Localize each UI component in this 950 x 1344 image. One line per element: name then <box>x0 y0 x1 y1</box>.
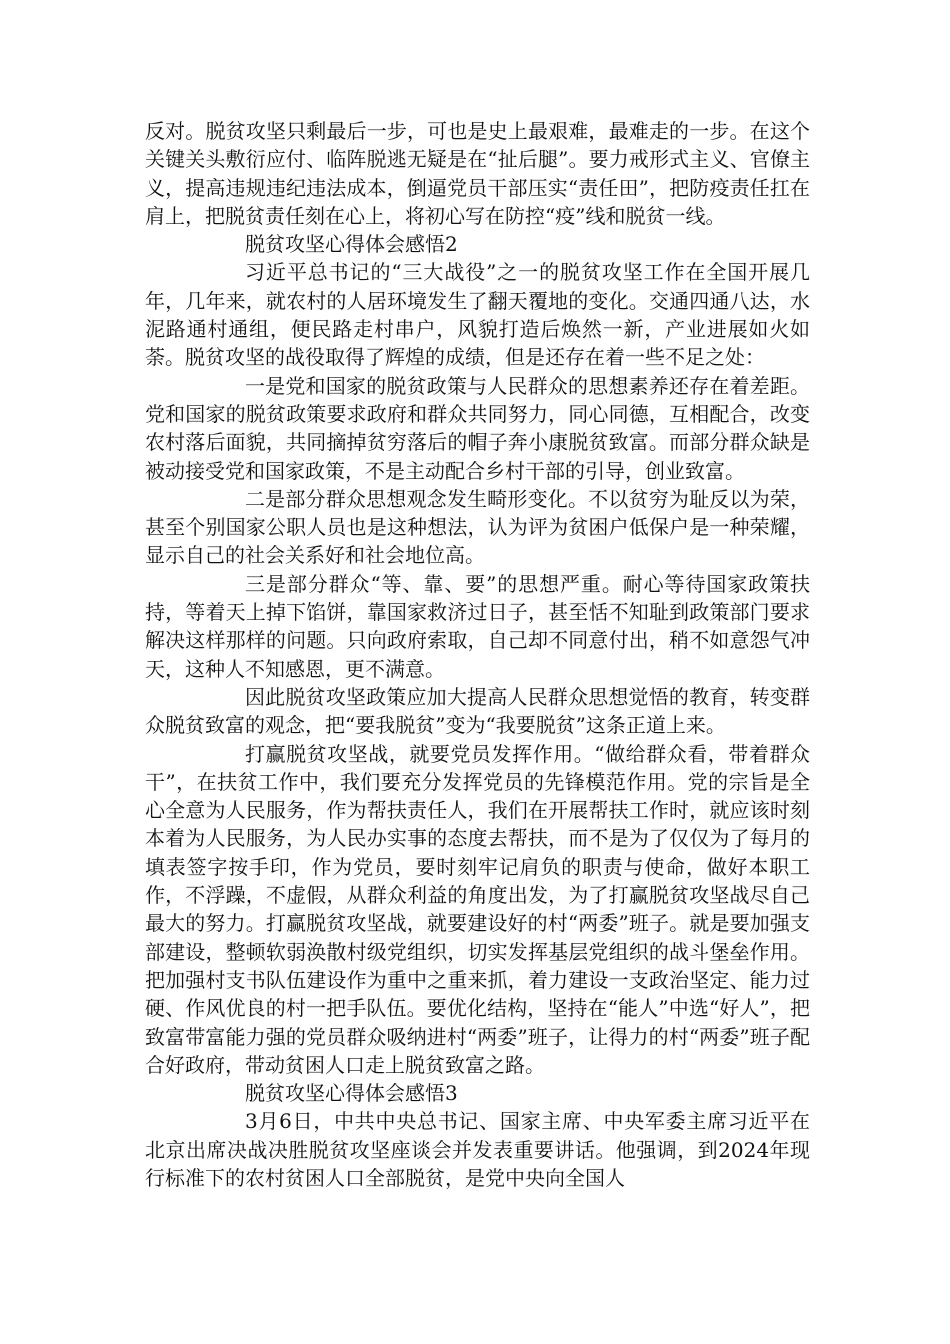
paragraph-5: 三是部分群众“等、靠、要”的思想严重。耐心等待国家政策扶持，等着天上掉下馅饼，靠国家救济过日子，甚至恬不知耻到政策部门要求解决这样那样的问题。只向政府索取，自己却不同意付出，稍不如意怨气冲天，这种人不知感恩，更不满意。 <box>145 571 810 681</box>
document-body <box>145 117 810 1192</box>
paragraph-6: 因此脱贫攻坚政策应加大提高人民群众思想觉悟的教育，转变群众脱贫致富的观念，把“要我脱贫”变为“我要脱贫”这条正道上来。 <box>145 684 810 738</box>
paragraph-2: 习近平总书记的“三大战役”之一的脱贫攻坚工作在全国开展几年，几年来，就农村的人居环境发生了翻天覆地的变化。交通四通八达，水泥路通村通组，便民路走村串户，风貌打造后焕然一新，产业进展如火如荼。脱贫攻坚的战役取得了辉煌的成绩，但是还存在着一些不足之处： <box>145 260 810 370</box>
paragraph-4: 二是部分群众思想观念发生畸形变化。不以贫穷为耻反以为荣，甚至个别国家公职人员也是这种想法，认为评为贫困户低保户是一种荣耀，显示自己的社会关系好和社会地位高。 <box>145 486 810 568</box>
paragraph-1: 反对。脱贫攻坚只剩最后一步，可也是史上最艰难，最难走的一步。在这个关键关头敷衍应付、临阵脱逃无疑是在“扯后腿”。要力戒形式主义、官僚主义，提高违规违纪违法成本，倒逼党员干部压实“责任田”，把防疫责任扛在肩上，把脱贫责任刻在心上，将初心写在防控“疫”线和脱贫一线。 <box>145 119 810 228</box>
paragraph-8: 3月6日，中共中央总书记、国家主席、中央军委主席习近平在北京出席决战决胜脱贫攻坚座谈会并发表重要讲话。他强调，到2024年现行标准下的农村贫困人口全部脱贫，是党中央向全国人 <box>145 1109 810 1190</box>
paragraph-7: 打赢脱贫攻坚战，就要党员发挥作用。“做给群众看，带着群众干”，在扶贫工作中，我们要充分发挥党员的先锋模范作用。党的宗旨是全心全意为人民服务，作为帮扶责任人，我们在开展帮扶工作时，就应该时刻本着为人民服务，为人民办实事的态度去帮扶，而不是为了仅仅为了每月的填表签字按手印，作为党员，要时刻牢记肩负的职责与使命，做好本职工作，不浮躁，不虚假，从群众利益的角度出发，为了打赢脱贫攻坚战尽自己最大的努力。打赢脱贫攻坚战，就要建设好的村“两委”班子。就是要加强支部建设，整顿软弱涣散村级党组织，切实发挥基层党组织的战斗堡垒作用。把加强村支书队伍建设作为重中之重来抓，着力建设一支政治坚定、能力过硬、作风优良的村一把手队伍。要优化结构，坚持在“能人”中选“好人”，把致富带富能力强的党员群众吸纳进村“两委”班子，让得力的村“两委”班子配合好政府，带动贫困人口走上脱贫致富之路。 <box>145 741 810 1077</box>
paragraph-3: 一是党和国家的脱贫政策与人民群众的思想素养还存在着差距。党和国家的脱贫政策要求政府和群众共同努力，同心同德，互相配合，改变农村落后面貌，共同摘掉贫穷落后的帽子奔小康脱贫致富。而部分群众缺是被动接受党和国家政策，不是主动配合乡村干部的引导，创业致富。 <box>145 373 810 483</box>
section-heading-3: 脱贫攻坚心得体会感悟3 <box>245 1081 458 1106</box>
section-heading-2: 脱贫攻坚心得体会感悟2 <box>245 232 458 257</box>
